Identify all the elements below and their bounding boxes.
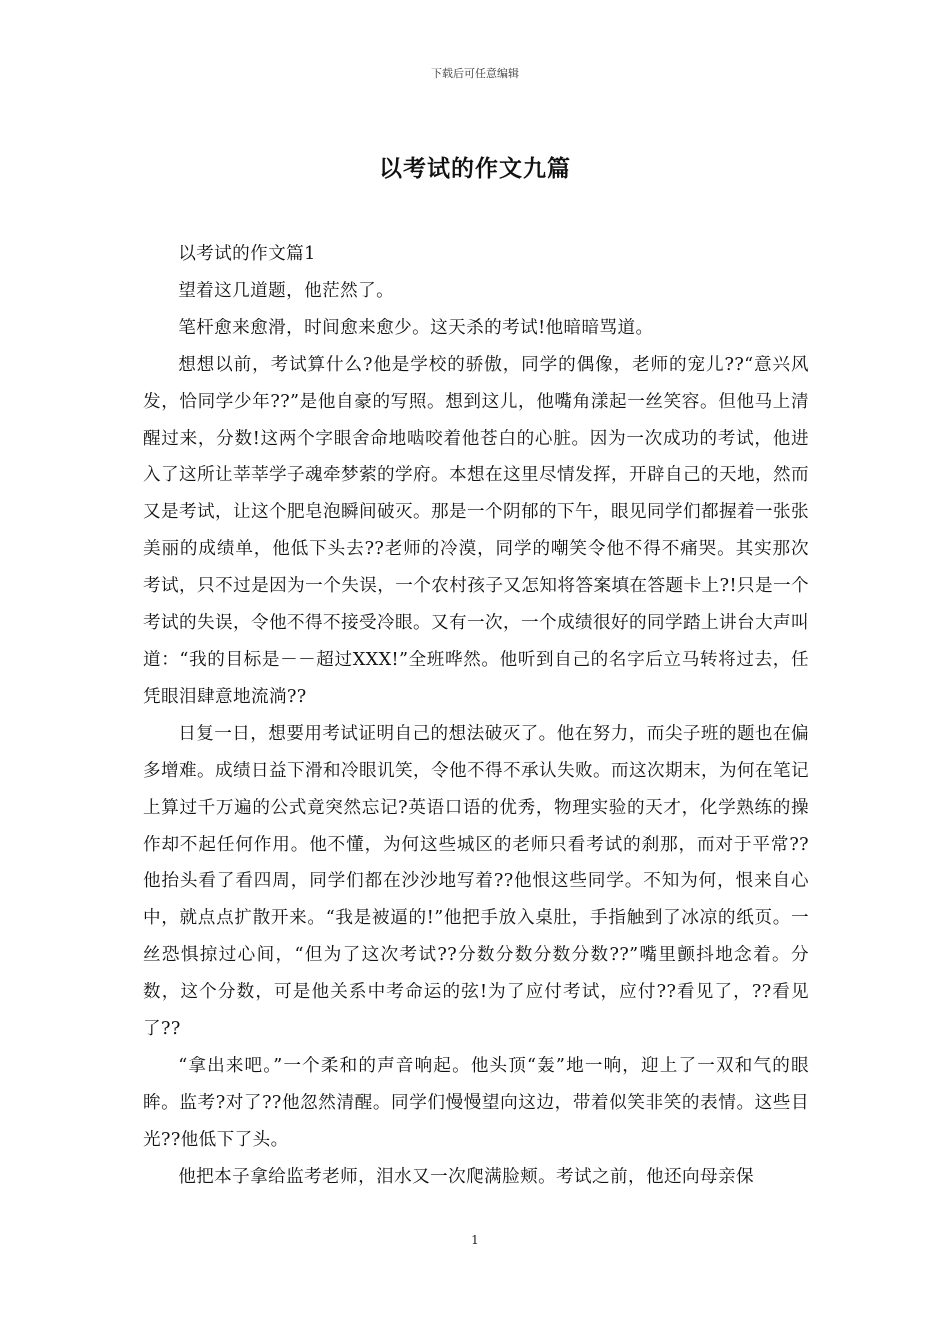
section-heading: 以考试的作文篇1 xyxy=(178,244,316,264)
paragraph: 日复一日，想要用考试证明自己的想法破灭了。他在努力，而尖子班的题也在偏多增难。成绩日益下滑和冷眼讥笑，令他不得不承认失败。而这次期末，为何在笔记上算过千万遍的公式竟突然忘记?英语口语的优秀，物理实验的天才，化学熟练的操作却不起任何作用。他不懂，为何这些城区的老师只看考试的刹那，而对于平常??他抬头看了看四周，同学们都在沙沙地写着??他恨这些同学。不知为何，恨来自心中，就点点扩散开来。“我是被逼的!”他把手放入桌肚，手指触到了冰凉的纸页。一丝恐惧掠过心间，“但为了这次考试??分数分数分数分数??”嘴里颤抖地念着。分数，这个分数，可是他关系中考命运的弦!为了应付考试，应付??看见了，??看见了?? xyxy=(143,723,809,1040)
paragraph: 想想以前，考试算什么?他是学校的骄傲，同学的偶像，老师的宠儿??“意兴风发，恰同学少年??”是他自豪的写照。想到这儿，他嘴角漾起一丝笑容。但他马上清醒过来，分数!这两个字眼舍命地啮咬着他苍白的心脏。因为一次成功的考试，他进入了这所让莘莘学子魂牵梦萦的学府。本想在这里尽情发挥，开辟自己的天地，然而又是考试，让这个肥皂泡瞬间破灭。那是一个阴郁的下午，眼见同学们都握着一张张美丽的成绩单，他低下头去??老师的冷漠，同学的嘲笑令他不得不痛哭。其实那次考试，只不过是因为一个失误，一个农村孩子又怎知将答案填在答题卡上?!只是一个考试的失误，令他不得不接受冷眼。又有一次，一个成绩很好的同学踏上讲台大声叫道：“我的目标是－－超过XXX!”全班哗然。他听到自己的名字后立马转将过去，任凭眼泪肆意地流淌?? xyxy=(143,354,809,707)
document-body xyxy=(143,236,809,1196)
paragraph: 他把本子拿给监考老师，泪水又一次爬满脸颊。考试之前，他还向母亲保 xyxy=(178,1166,754,1187)
document-title: 以考试的作文九篇 xyxy=(379,155,571,182)
paragraph: “拿出来吧。”一个柔和的声音响起。他头顶“轰”地一响，迎上了一双和气的眼眸。监考?对了??他忽然清醒。同学们慢慢望向这边，带着似笑非笑的表情。这些目光??他低下了头。 xyxy=(143,1055,809,1150)
page-header: 下载后可任意编辑 xyxy=(431,67,519,80)
page-number: 1 xyxy=(471,1233,479,1247)
paragraph: 望着这几道题，他茫然了。 xyxy=(178,280,395,301)
paragraph: 笔杆愈来愈滑，时间愈来愈少。这天杀的考试!他暗暗骂道。 xyxy=(178,317,654,338)
